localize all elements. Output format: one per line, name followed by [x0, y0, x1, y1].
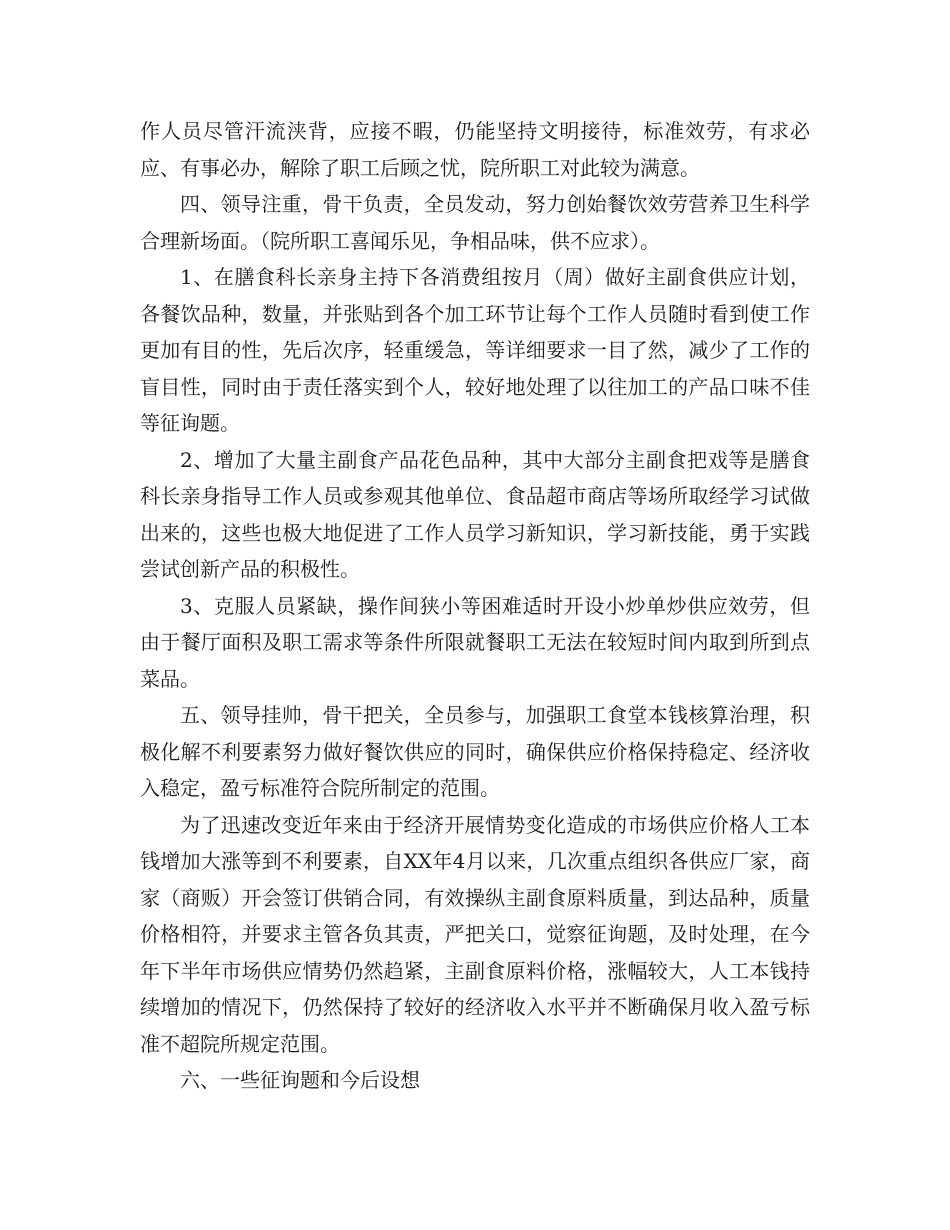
paragraph-cost-control: 为了迅速改变近年来由于经济开展情势变化造成的市场供应价格人工本钱增加大涨等到不利要素，自XX年4月以来，几次重点组织各供应厂家，商家（商贩）开会签订供销合同，有效操纵主副食原料质量，到达品种，质量价格相符，并要求主管各负其责，严把关口，觉察征询题，及时处理，在今年下半年市场供应情势仍然趋紧，主副食原料价格，涨幅较大，人工本钱持续增加的情况下，仍然保持了较好的经济收入水平并不断确保月收入盈亏标准不超院所规定范围。	[140, 812, 810, 1056]
paragraph-continuation: 作人员尽管汗流浃背，应接不暇，仍能坚持文明接待，标准效劳，有求必应、有事必办，解除了职工后顾之忧，院所职工对此较为满意。	[140, 119, 810, 180]
paragraph-item-three: 3、克服人员紧缺，操作间狭小等困难适时开设小炒单炒供应效劳，但由于餐厅面积及职工需求等条件所限就餐职工无法在较短时间内取到所到点菜品。	[140, 593, 810, 691]
paragraph-item-two: 2、增加了大量主副食产品花色品种，其中大部分主副食把戏等是膳食科长亲身指导工作人员或参观其他单位、食品超市商店等场所取经学习试做出来的，这些也极大地促进了工作人员学习新知识，学习新技能，勇于实践尝试创新产品的积极性。	[140, 447, 810, 581]
document-body	[140, 113, 810, 1099]
paragraph-section-five: 五、领导挂帅，骨干把关，全员参与，加强职工食堂本钱核算治理，积极化解不利要素努力做好餐饮供应的同时，确保供应价格保持稳定、经济收入稳定，盈亏标准符合院所制定的范围。	[140, 703, 810, 800]
paragraph-item-one: 1、在膳食科长亲身主持下各消费组按月（周）做好主副食供应计划，各餐饮品种，数量，并张贴到各个加工环节让每个工作人员随时看到使工作更加有目的性，先后次序，轻重缓急，等详细要求一目了然，减少了工作的盲目性，同时由于责任落实到个人，较好地处理了以往加工的产品口味不佳等征询题。	[140, 265, 810, 435]
paragraph-section-six: 六、一些征询题和今后设想	[180, 1068, 420, 1092]
paragraph-section-four: 四、领导注重，骨干负责，全员发动，努力创始餐饮效劳营养卫生科学合理新场面。（院所职工喜闻乐见，争相品味，供不应求）。	[140, 192, 810, 253]
